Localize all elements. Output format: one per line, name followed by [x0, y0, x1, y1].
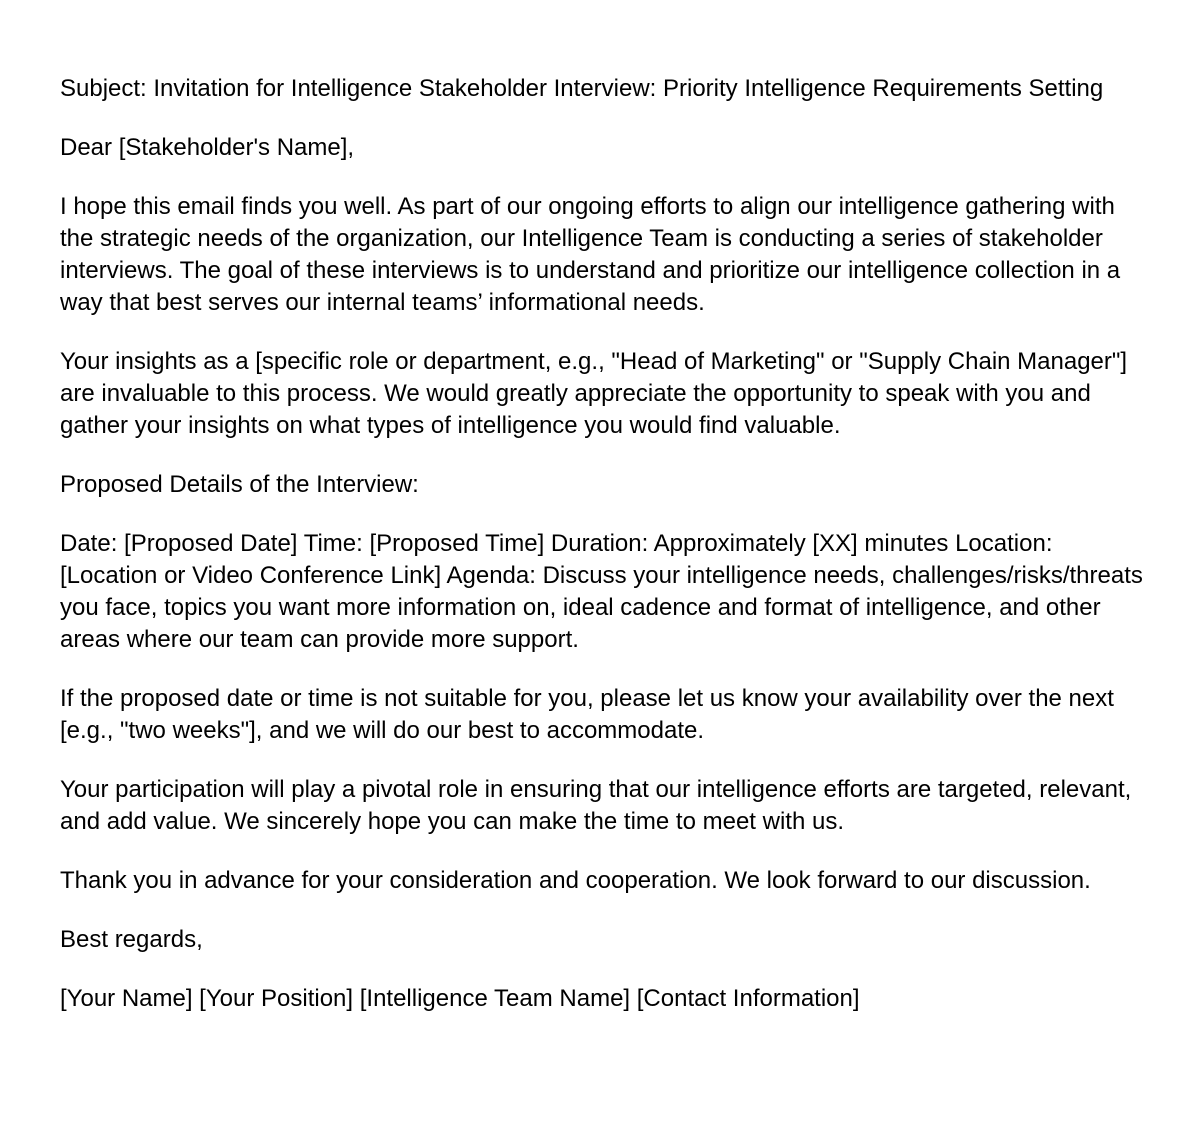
- insights-paragraph: Your insights as a [specific role or department, e.g., "Head of Marketing" or "Supply Chain Manager"] are invaluable to this process. We would greatly appreciate the opportunity to speak with you and gather your insights on what types of intelligence you would find valuable.: [60, 348, 1128, 439]
- intro-paragraph: I hope this email finds you well. As part of our ongoing efforts to align our intelligence gathering with the strategic needs of the organization, our Intelligence Team is conducting a series of stakeholder interviews. The goal of these interviews is to understand and prioritize our intelligence collection in a way that best serves our internal teams’ informational needs.: [60, 193, 1121, 316]
- thanks-paragraph: Thank you in advance for your consideration and cooperation. We look forward to our discussion.: [60, 867, 1091, 894]
- participation-paragraph: Your participation will play a pivotal role in ensuring that our intelligence efforts are targeted, relevant, and add value. We sincerely hope you can make the time to meet with us.: [60, 776, 1132, 835]
- availability-paragraph: If the proposed date or time is not suitable for you, please let us know your availability over the next [e.g., "two weeks"], and we will do our best to accommodate.: [60, 685, 1114, 744]
- email-subject: Subject: Invitation for Intelligence Stakeholder Interview: Priority Intelligence Requirements Setting: [60, 75, 1104, 102]
- closing-line: Best regards,: [60, 926, 203, 953]
- email-greeting: Dear [Stakeholder's Name],: [60, 134, 355, 161]
- details-paragraph: Date: [Proposed Date] Time: [Proposed Time] Duration: Approximately [XX] minutes Location: [Location or Video Conference Link] Agenda: Discuss your intelligence needs, challenges/risks/threats you face, topics you want more information on, ideal cadence and format of intelligence, and other areas where our team can provide more support.: [60, 530, 1143, 653]
- signature-block: [Your Name] [Your Position] [Intelligence Team Name] [Contact Information]: [60, 985, 860, 1012]
- email-document: [60, 73, 1150, 1015]
- details-heading: Proposed Details of the Interview:: [60, 471, 419, 498]
